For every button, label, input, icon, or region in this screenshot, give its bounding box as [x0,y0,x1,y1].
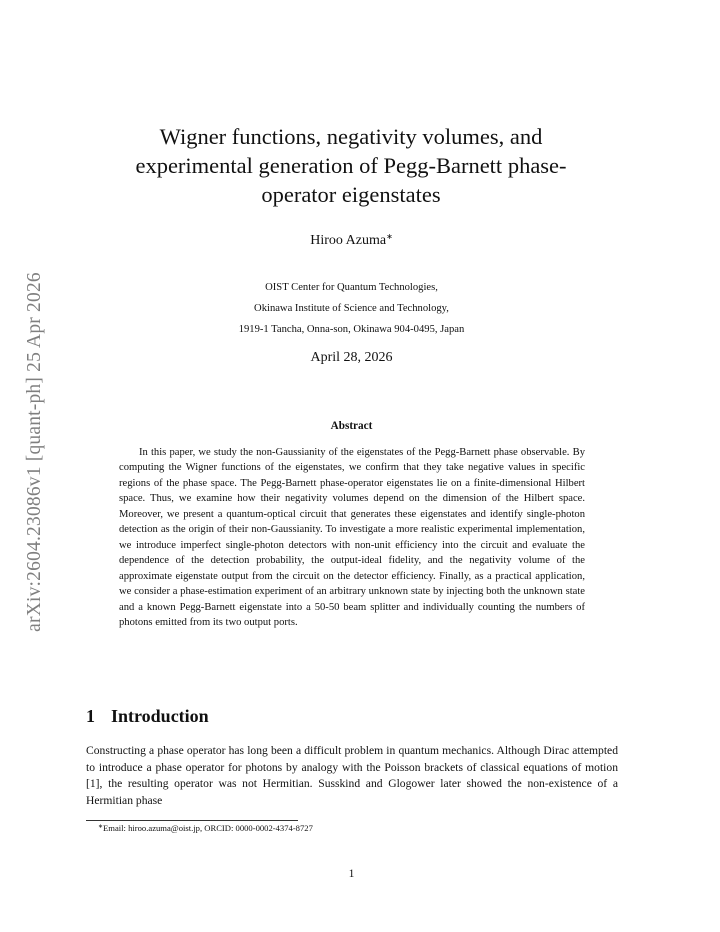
introduction-text: Constructing a phase operator has long been a difficult problem in quantum mechanics. Although Dirac attempted to introduce a phase operator for photons by analogy with the Poisson brackets of classical equations of motion [1], the resulting operator was not Hermitian. Susskind and Glogower later showed the non-existence of a Hermitian phase [86,744,618,808]
section-heading [86,706,209,727]
affiliation-line: Okinawa Institute of Science and Technology, [254,303,449,314]
footnote-mark: ∗ [98,824,104,830]
author-name: Hiroo Azuma [310,233,387,248]
section-title: Introduction [111,706,209,726]
author-line [0,232,703,249]
paper-title: Wigner functions, negativity volumes, and experimental generation of Pegg-Barnett phase-operator eigenstates [135,124,567,207]
paper-date: April 28, 2026 [310,350,393,365]
abstract-text: In this paper, we study the non-Gaussianity of the eigenstates of the Pegg-Barnett phase observable. By computing the Wigner functions of the eigenstates, we confirm that they take negative values in specific regions of the phase space. The Pegg-Barnett phase-operator eigenstates lie on a finite-dimensional Hilbert space. Thus, we examine how their negativity volumes depend on the dimension of the Hilbert space. Moreover, we present a quantum-optical circuit that generates these eigenstates and identify single-photon detection as the origin of their non-Gaussianity. To investigate a more realistic experimental implementation, we introduce imperfect single-photon detectors with non-unit efficiency into the circuit and evaluate the dependence of the detection probability, the output-ideal fidelity, and the negativity volume of the approximate eigenstate output from the circuit on the detector efficiency. Finally, as a practical application, we consider a phase-estimation experiment of an arbitrary unknown state by injecting both the unknown state and a known Pegg-Barnett eigenstate into a 50-50 beam splitter and individually counting the numbers of photons emitted from its two output ports. [119,447,585,628]
arxiv-identifier-stamp[interactable]: arXiv:2604.23086v1 [quant-ph] 25 Apr 2026 [24,272,45,632]
section-number: 1 [86,706,95,726]
affiliation-block [0,277,703,340]
footnote-text: Email: hiroo.azuma@oist.jp, ORCID: 0000-0002-4374-8727 [103,823,313,833]
footnote-divider [86,820,298,821]
footnote [98,823,313,833]
affiliation-line: OIST Center for Quantum Technologies, [265,282,438,293]
page-number: 1 [348,867,355,880]
abstract-heading: Abstract [330,420,373,432]
author-footnote-mark[interactable]: ∗ [386,232,393,241]
affiliation-line: 1919-1 Tancha, Onna-son, Okinawa 904-0495, Japan [238,324,465,335]
